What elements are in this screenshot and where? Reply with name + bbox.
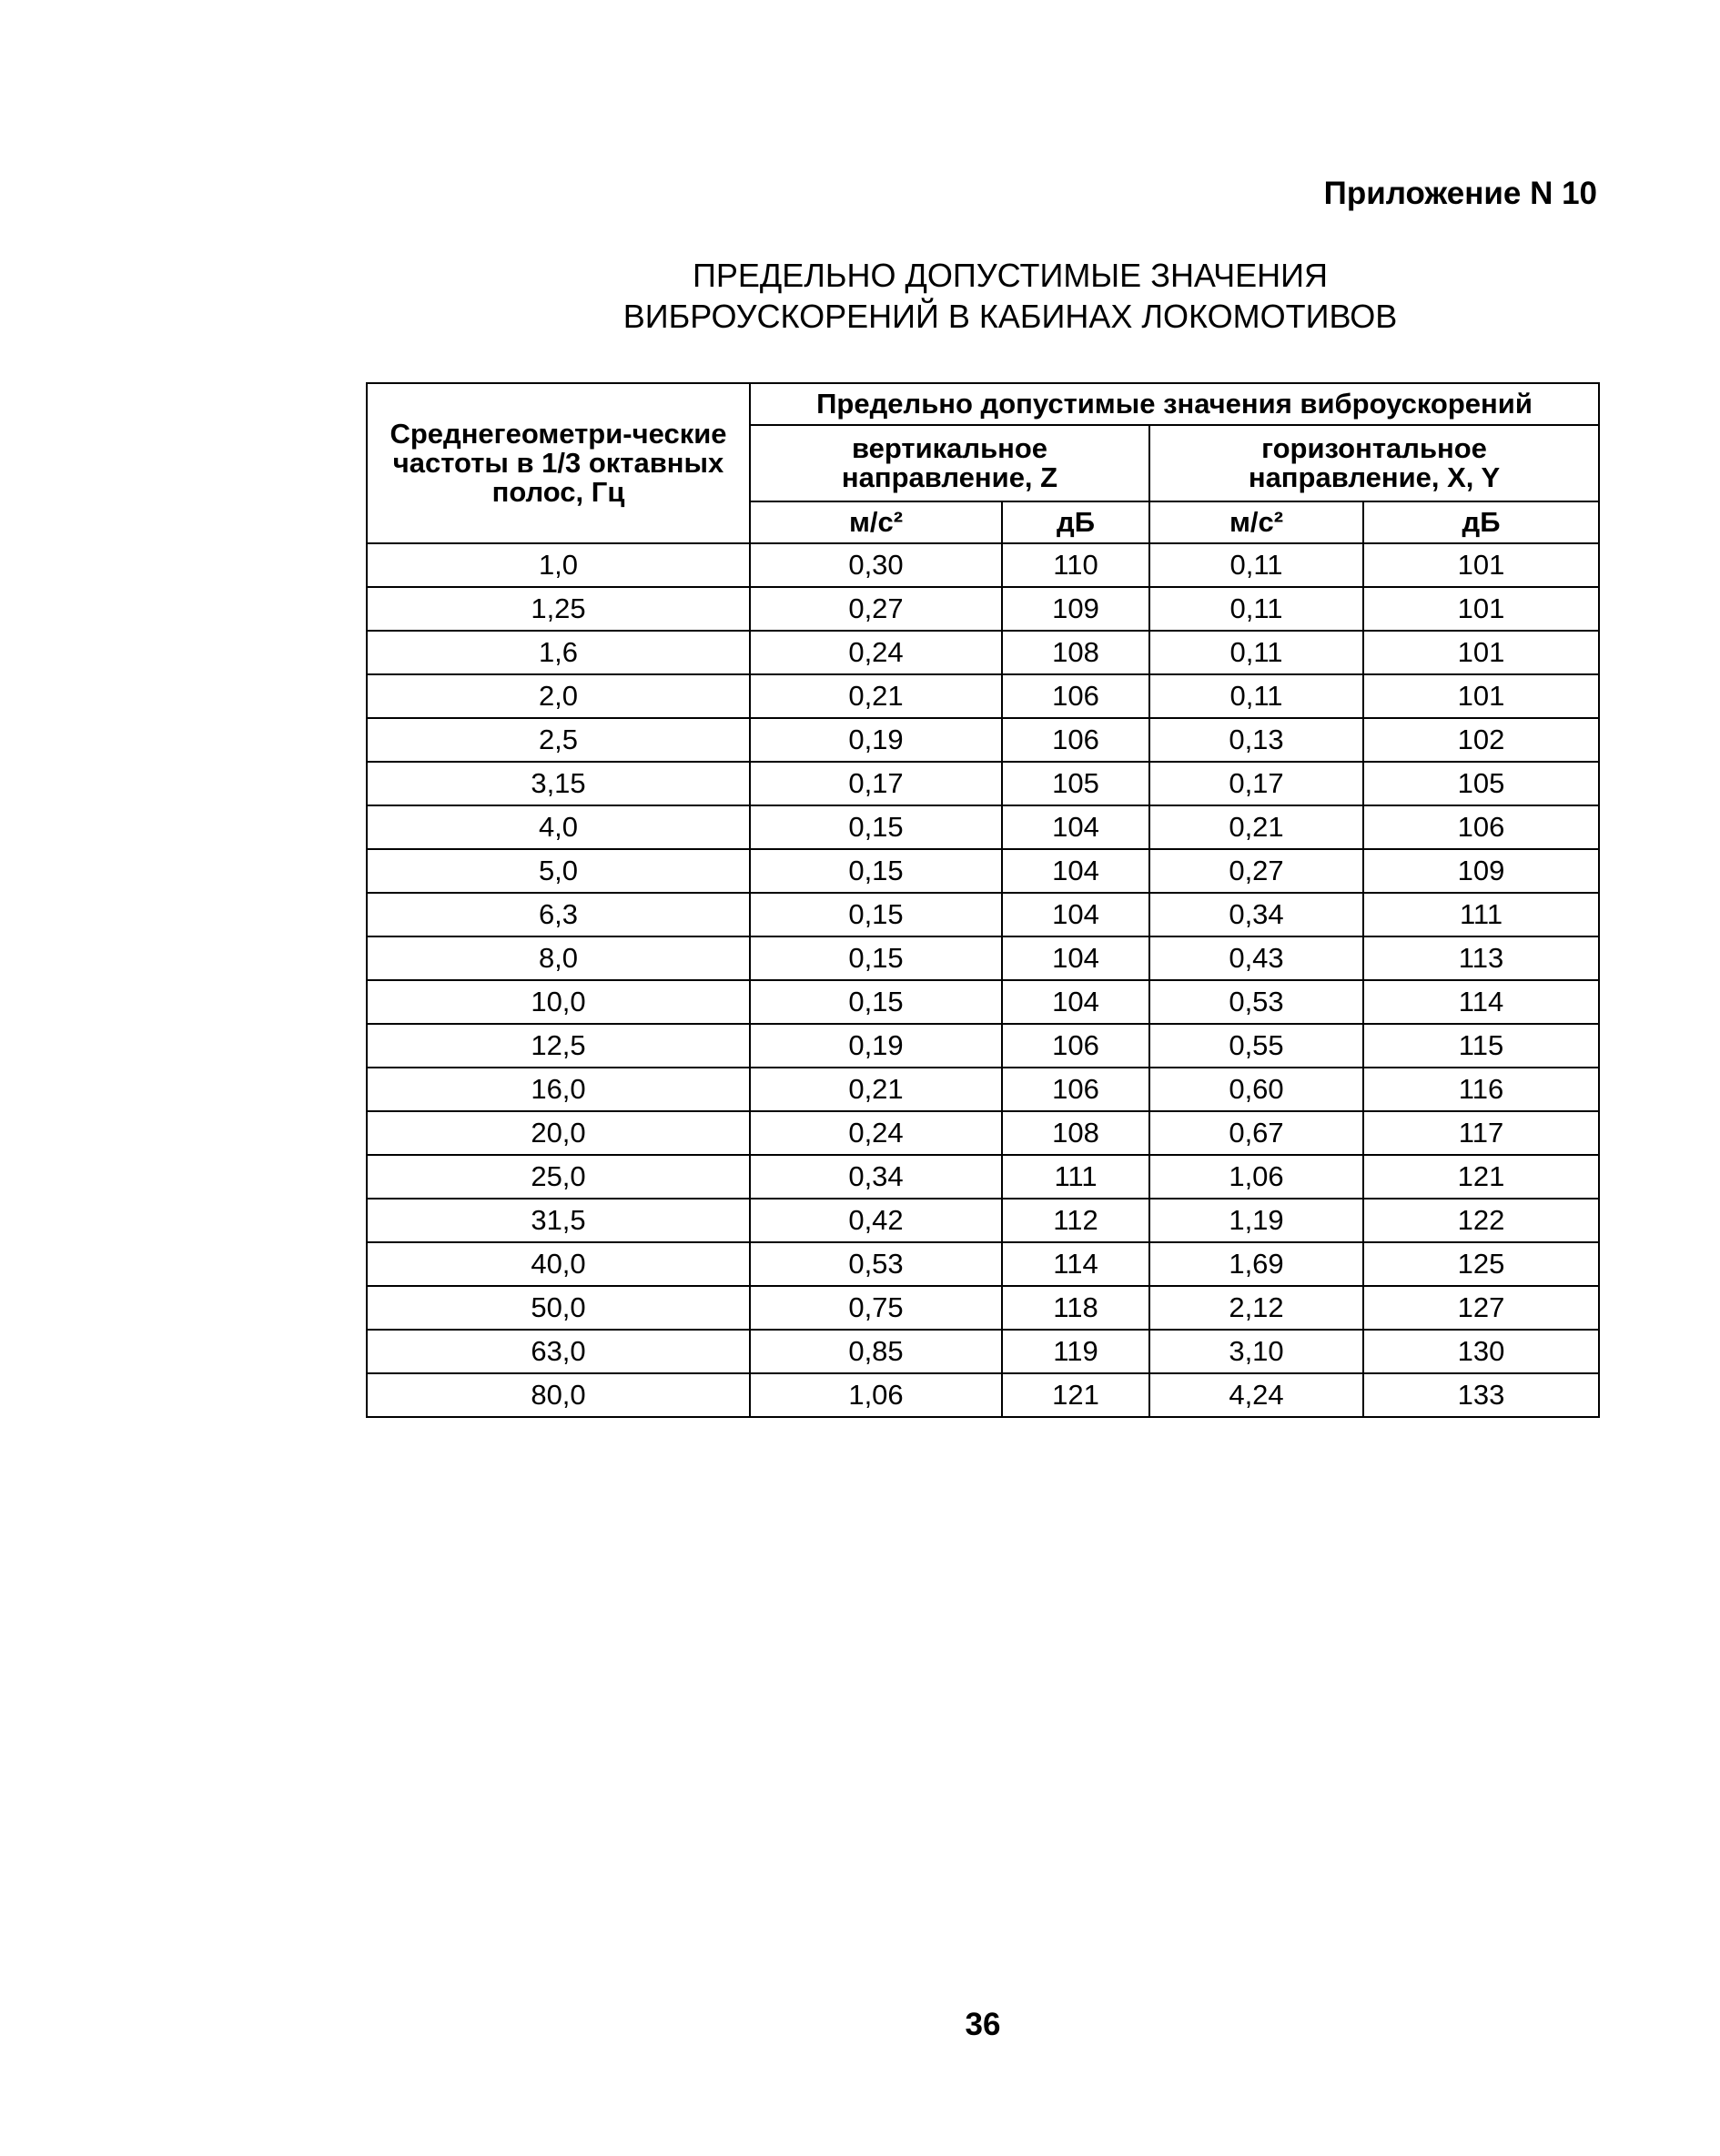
vertical-db-cell: 118: [1002, 1286, 1149, 1330]
horizontal-db-cell: 116: [1363, 1068, 1599, 1111]
horizontal-ms2-cell: 0,34: [1149, 893, 1363, 936]
vertical-db-cell: 106: [1002, 1024, 1149, 1068]
vertical-ms2-cell: 0,21: [750, 674, 1002, 718]
horizontal-db-cell: 133: [1363, 1373, 1599, 1417]
horizontal-ms2-cell: 1,19: [1149, 1199, 1363, 1242]
horizontal-ms2-cell: 4,24: [1149, 1373, 1363, 1417]
vertical-db-cell: 108: [1002, 1111, 1149, 1155]
vibration-limits-table: [366, 382, 1600, 1418]
table-row: [367, 849, 1599, 893]
vertical-db-cell: 104: [1002, 936, 1149, 980]
vertical-ms2-cell: 0,17: [750, 762, 1002, 805]
table-row: [367, 1330, 1599, 1373]
vertical-db-cell: 119: [1002, 1330, 1149, 1373]
vertical-db-cell: 106: [1002, 1068, 1149, 1111]
frequency-cell: 2,5: [367, 718, 750, 762]
horizontal-ms2-unit-header: м/с²: [1149, 501, 1363, 543]
horizontal-direction-header: горизонтальное направление, X, Y: [1149, 425, 1599, 501]
vertical-ms2-cell: 0,19: [750, 718, 1002, 762]
table-row: [367, 762, 1599, 805]
vertical-db-cell: 108: [1002, 631, 1149, 674]
vertical-ms2-cell: 0,24: [750, 631, 1002, 674]
vertical-ms2-cell: 0,30: [750, 543, 1002, 587]
horizontal-db-cell: 109: [1363, 849, 1599, 893]
horizontal-ms2-cell: 0,13: [1149, 718, 1363, 762]
vertical-ms2-cell: 0,34: [750, 1155, 1002, 1199]
table-row: [367, 543, 1599, 587]
table-row: [367, 718, 1599, 762]
horizontal-ms2-cell: 1,06: [1149, 1155, 1363, 1199]
vertical-ms2-cell: 0,24: [750, 1111, 1002, 1155]
vertical-db-cell: 104: [1002, 980, 1149, 1024]
vertical-db-cell: 106: [1002, 674, 1149, 718]
horizontal-ms2-cell: 0,27: [1149, 849, 1363, 893]
vertical-db-cell: 112: [1002, 1199, 1149, 1242]
frequency-cell: 2,0: [367, 674, 750, 718]
table-row: [367, 980, 1599, 1024]
horizontal-ms2-cell: 0,53: [1149, 980, 1363, 1024]
vertical-ms2-unit-header: м/с²: [750, 501, 1002, 543]
horizontal-db-cell: 125: [1363, 1242, 1599, 1286]
horizontal-ms2-cell: 0,55: [1149, 1024, 1363, 1068]
horizontal-ms2-cell: 0,21: [1149, 805, 1363, 849]
frequency-cell: 40,0: [367, 1242, 750, 1286]
horizontal-db-cell: 111: [1363, 893, 1599, 936]
horizontal-ms2-cell: 3,10: [1149, 1330, 1363, 1373]
frequency-cell: 10,0: [367, 980, 750, 1024]
frequency-cell: 4,0: [367, 805, 750, 849]
frequency-cell: 6,3: [367, 893, 750, 936]
limits-group-header: Предельно допустимые значения виброускорений: [750, 383, 1599, 425]
vertical-direction-header: вертикальное направление, Z: [750, 425, 1149, 501]
vertical-db-cell: 104: [1002, 893, 1149, 936]
vertical-db-cell: 110: [1002, 543, 1149, 587]
horizontal-db-unit-header: дБ: [1363, 501, 1599, 543]
horizontal-ms2-cell: 0,11: [1149, 587, 1363, 631]
vertical-db-cell: 111: [1002, 1155, 1149, 1199]
table-row: [367, 1155, 1599, 1199]
horizontal-ms2-cell: 0,17: [1149, 762, 1363, 805]
table-row: [367, 805, 1599, 849]
table-row: [367, 893, 1599, 936]
frequency-cell: 8,0: [367, 936, 750, 980]
horizontal-db-cell: 101: [1363, 543, 1599, 587]
vertical-ms2-cell: 0,85: [750, 1330, 1002, 1373]
vertical-ms2-cell: 0,15: [750, 980, 1002, 1024]
vertical-ms2-cell: 0,15: [750, 805, 1002, 849]
horizontal-ms2-cell: 0,11: [1149, 543, 1363, 587]
appendix-label: Приложение N 10: [1323, 176, 1597, 211]
table-row: [367, 936, 1599, 980]
vertical-ms2-cell: 0,53: [750, 1242, 1002, 1286]
table-row: [367, 1068, 1599, 1111]
frequency-cell: 1,0: [367, 543, 750, 587]
horizontal-db-cell: 113: [1363, 936, 1599, 980]
horizontal-db-cell: 122: [1363, 1199, 1599, 1242]
vertical-db-cell: 106: [1002, 718, 1149, 762]
vertical-ms2-cell: 0,19: [750, 1024, 1002, 1068]
horizontal-db-cell: 114: [1363, 980, 1599, 1024]
frequency-cell: 5,0: [367, 849, 750, 893]
frequency-cell: 25,0: [367, 1155, 750, 1199]
table-row: [367, 587, 1599, 631]
frequency-cell: 50,0: [367, 1286, 750, 1330]
horizontal-db-cell: 130: [1363, 1330, 1599, 1373]
horizontal-db-cell: 105: [1363, 762, 1599, 805]
frequency-cell: 63,0: [367, 1330, 750, 1373]
vertical-ms2-cell: 0,15: [750, 849, 1002, 893]
page-number: 36: [965, 2007, 1001, 2042]
document-title: [510, 255, 1511, 337]
horizontal-db-cell: 106: [1363, 805, 1599, 849]
horizontal-db-cell: 101: [1363, 674, 1599, 718]
table-row: [367, 1199, 1599, 1242]
horizontal-db-cell: 101: [1363, 631, 1599, 674]
vertical-db-cell: 104: [1002, 805, 1149, 849]
table-row: [367, 1286, 1599, 1330]
table-row: [367, 1024, 1599, 1068]
horizontal-db-cell: 102: [1363, 718, 1599, 762]
horizontal-db-cell: 117: [1363, 1111, 1599, 1155]
frequency-cell: 3,15: [367, 762, 750, 805]
horizontal-ms2-cell: 2,12: [1149, 1286, 1363, 1330]
vertical-db-cell: 104: [1002, 849, 1149, 893]
horizontal-ms2-cell: 0,11: [1149, 631, 1363, 674]
title-line-1: ПРЕДЕЛЬНО ДОПУСТИМЫЕ ЗНАЧЕНИЯ: [692, 257, 1329, 294]
table-row: [367, 1242, 1599, 1286]
table-body: [367, 543, 1599, 1417]
horizontal-ms2-cell: 0,60: [1149, 1068, 1363, 1111]
table-row: [367, 1111, 1599, 1155]
frequency-cell: 20,0: [367, 1111, 750, 1155]
frequency-cell: 16,0: [367, 1068, 750, 1111]
vertical-ms2-cell: 0,15: [750, 936, 1002, 980]
vertical-ms2-cell: 0,21: [750, 1068, 1002, 1111]
table-row: [367, 1373, 1599, 1417]
horizontal-ms2-cell: 0,67: [1149, 1111, 1363, 1155]
vertical-db-cell: 114: [1002, 1242, 1149, 1286]
vertical-ms2-cell: 0,42: [750, 1199, 1002, 1242]
horizontal-db-cell: 101: [1363, 587, 1599, 631]
title-line-2: ВИБРОУСКОРЕНИЙ В КАБИНАХ ЛОКОМОТИВОВ: [622, 298, 1398, 335]
vertical-db-unit-header: дБ: [1002, 501, 1149, 543]
horizontal-ms2-cell: 1,69: [1149, 1242, 1363, 1286]
vertical-ms2-cell: 1,06: [750, 1373, 1002, 1417]
horizontal-db-cell: 127: [1363, 1286, 1599, 1330]
vertical-db-cell: 109: [1002, 587, 1149, 631]
frequency-cell: 31,5: [367, 1199, 750, 1242]
table-row: [367, 631, 1599, 674]
horizontal-db-cell: 115: [1363, 1024, 1599, 1068]
freq-column-header: Среднегеометри-ческие частоты в 1/3 октавных полос, Гц: [367, 383, 750, 543]
vertical-ms2-cell: 0,27: [750, 587, 1002, 631]
horizontal-db-cell: 121: [1363, 1155, 1599, 1199]
vertical-ms2-cell: 0,15: [750, 893, 1002, 936]
table-row: [367, 674, 1599, 718]
frequency-cell: 80,0: [367, 1373, 750, 1417]
vertical-db-cell: 121: [1002, 1373, 1149, 1417]
horizontal-ms2-cell: 0,43: [1149, 936, 1363, 980]
vertical-ms2-cell: 0,75: [750, 1286, 1002, 1330]
horizontal-ms2-cell: 0,11: [1149, 674, 1363, 718]
vertical-db-cell: 105: [1002, 762, 1149, 805]
frequency-cell: 1,6: [367, 631, 750, 674]
frequency-cell: 1,25: [367, 587, 750, 631]
frequency-cell: 12,5: [367, 1024, 750, 1068]
